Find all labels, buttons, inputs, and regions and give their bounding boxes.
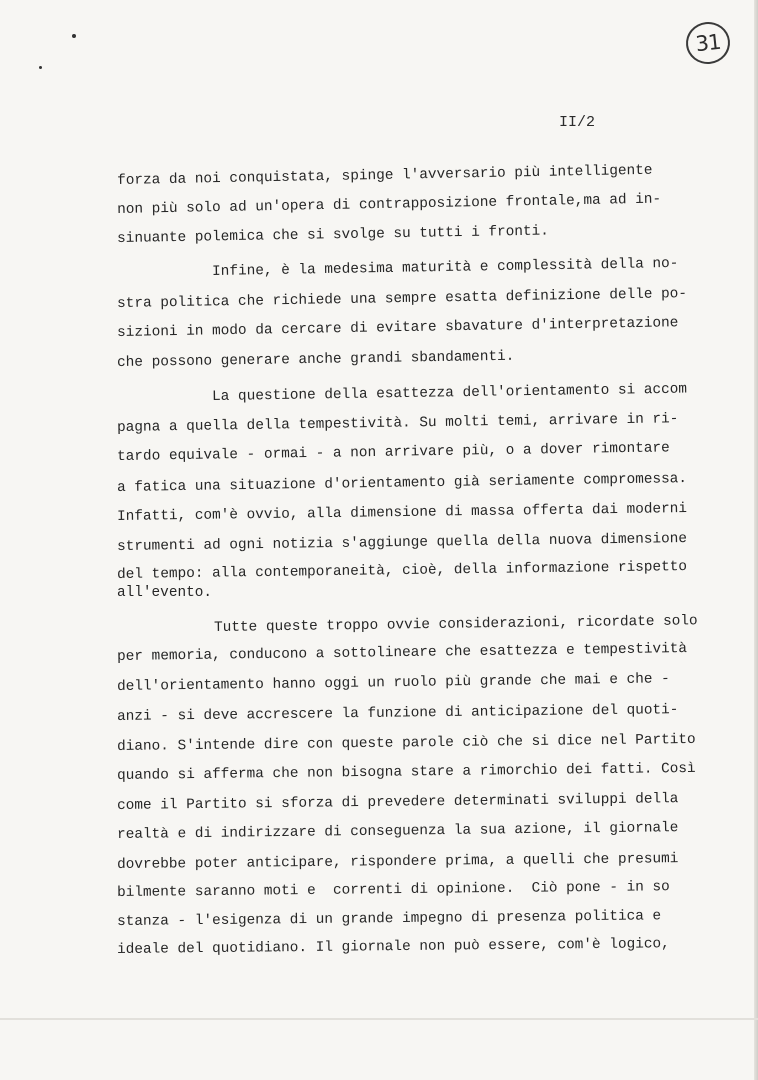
text-line: Infine, è la medesima maturità e complessità della no- (211, 255, 679, 280)
page-number-stamp: 31 (684, 20, 732, 66)
text-line: per memoria, conducono a sottolineare che esattezza e tempestività (116, 641, 688, 665)
ink-speck (39, 66, 42, 69)
page-reference: II/2 (559, 114, 596, 131)
text-line: che possono generare anche grandi sbandamenti. (116, 348, 515, 371)
text-line: bilmente saranno moti e correnti di opinione. Ciò pone - in so (116, 879, 670, 901)
text-line: realtà e di indirizzare di conseguenza la sua azione, il giornale (116, 820, 679, 843)
text-line: dell'orientamento hanno oggi un ruolo più grande che mai e che - (116, 671, 670, 695)
text-line: dovrebbe poter anticipare, rispondere prima, a quelli che presumi (116, 851, 679, 873)
text-line: pagna a quella della tempestività. Su molti temi, arrivare in ri- (116, 411, 679, 436)
text-line: non più solo ad un'opera di contrapposizione frontale,ma ad in- (116, 191, 662, 218)
text-line: stra politica che richiede una sempre esatta definizione delle po- (116, 286, 688, 312)
text-line: diano. S'intende dire con queste parole ciò che si dice nel Partito (116, 731, 696, 755)
text-line: forza da noi conquistata, spinge l'avversario più intelligente (116, 162, 653, 189)
text-line: del tempo: alla contemporaneità, cioè, della informazione rispetto (116, 559, 688, 583)
text-line: sizioni in modo da cercare di evitare sbavature d'interpretazione (116, 315, 679, 341)
text-line: sinuante polemica che si svolge su tutti i fronti. (116, 223, 549, 247)
text-line: Infatti, com'è ovvio, alla dimensione di massa offerta dai moderni (116, 501, 688, 525)
text-line: all'evento. (117, 585, 212, 601)
text-line: Tutte queste troppo ovvie considerazioni, ricordate solo (213, 613, 698, 636)
text-line: stanza - l'esigenza di un grande impegno di presenza politica e (116, 908, 662, 930)
text-line: a fatica una situazione d'orientamento già seriamente compromessa. (116, 471, 688, 496)
text-line: quando si afferma che non bisogna stare a rimorchio dei fatti. Così (116, 760, 696, 784)
text-line: La questione della esattezza dell'orientamento si accom (211, 381, 688, 405)
scan-fold-line (0, 1018, 758, 1020)
text-line: ideale del quotidiano. Il giornale non può essere, com'è logico, (116, 936, 670, 958)
text-line: come il Partito si sforza di prevedere determinati sviluppi della (116, 791, 679, 814)
text-line: strumenti ad ogni notizia s'aggiunge quella della nuova dimensione (116, 531, 688, 555)
ink-speck (72, 34, 76, 38)
page-edge-shadow (754, 0, 758, 1080)
text-line: anzi - si deve accrescere la funzione di anticipazione del quoti- (116, 702, 679, 725)
text-line: tardo equivale - ormai - a non arrivare più, o a dover rimontare (116, 440, 670, 465)
